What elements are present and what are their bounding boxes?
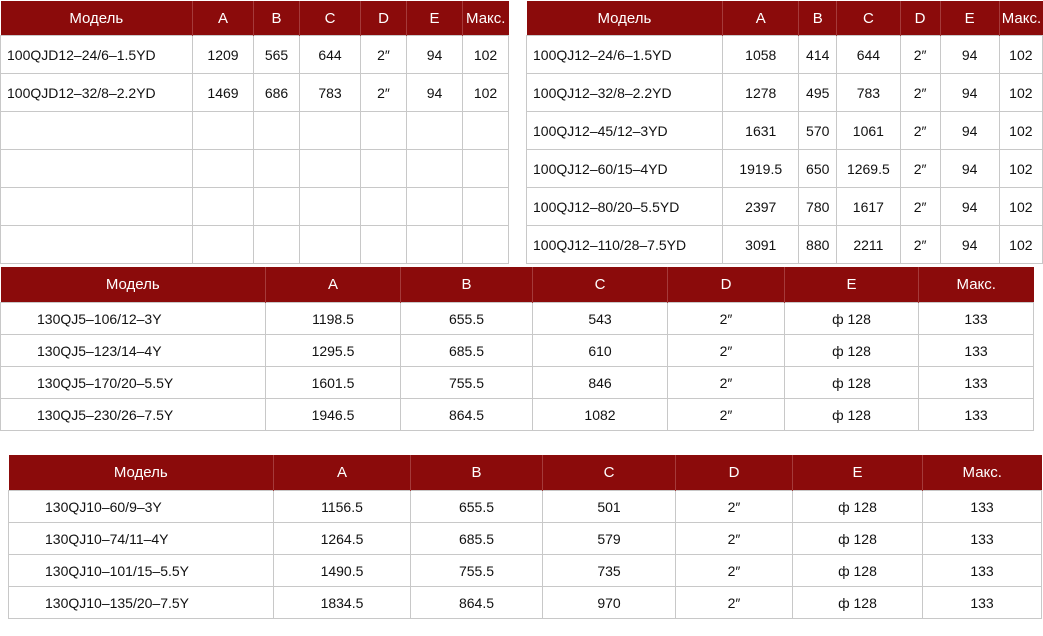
value-cell: [254, 226, 300, 264]
value-cell: 133: [919, 367, 1034, 399]
value-cell: ф 128: [785, 303, 919, 335]
value-cell: 94: [407, 36, 463, 74]
header-row: [1, 1, 509, 36]
table-row: [9, 587, 1042, 619]
column-header-a: A: [266, 267, 401, 303]
value-cell: [193, 226, 254, 264]
value-cell: [254, 188, 300, 226]
value-cell: 755.5: [401, 367, 533, 399]
model-cell: 100QJ12–80/20–5.5YD: [527, 188, 723, 226]
pump-spec-table-130qj10: [8, 455, 1042, 619]
value-cell: 94: [407, 74, 463, 112]
table-row: [1, 367, 1034, 399]
table-row: [1, 74, 509, 112]
model-cell: [1, 226, 193, 264]
value-cell: 685.5: [401, 335, 533, 367]
model-cell: 100QJ12–45/12–3YD: [527, 112, 723, 150]
value-cell: 2″: [900, 112, 940, 150]
value-cell: 1631: [723, 112, 799, 150]
value-cell: 783: [300, 74, 361, 112]
model-cell: 100QJ12–32/8–2.2YD: [527, 74, 723, 112]
value-cell: 579: [543, 523, 676, 555]
value-cell: [300, 112, 361, 150]
value-cell: 1617: [837, 188, 900, 226]
value-cell: 1156.5: [274, 491, 411, 523]
model-cell: 100QJD12–24/6–1.5YD: [1, 36, 193, 74]
value-cell: 94: [940, 188, 999, 226]
model-cell: 130QJ10–101/15–5.5Y: [9, 555, 274, 587]
table-row: [527, 188, 1043, 226]
model-cell: [1, 150, 193, 188]
value-cell: 655.5: [411, 491, 543, 523]
value-cell: 2″: [668, 399, 785, 431]
value-cell: [407, 150, 463, 188]
value-cell: 685.5: [411, 523, 543, 555]
table-row: [1, 150, 509, 188]
table-row: [527, 226, 1043, 264]
value-cell: 501: [543, 491, 676, 523]
pump-spec-table-100qjd12: [0, 1, 509, 264]
model-cell: 100QJD12–32/8–2.2YD: [1, 74, 193, 112]
column-header-макс: Макс.: [919, 267, 1034, 303]
value-cell: 102: [999, 112, 1042, 150]
value-cell: ф 128: [793, 587, 923, 619]
value-cell: 644: [837, 36, 900, 74]
column-header-d: D: [900, 1, 940, 36]
value-cell: 1295.5: [266, 335, 401, 367]
value-cell: 864.5: [401, 399, 533, 431]
table-row: [1, 112, 509, 150]
value-cell: 2″: [900, 74, 940, 112]
column-header-макс: Макс.: [463, 1, 509, 36]
column-header-c: C: [533, 267, 668, 303]
value-cell: 2″: [900, 150, 940, 188]
value-cell: 2″: [900, 188, 940, 226]
column-header-b: B: [411, 455, 543, 491]
value-cell: 1601.5: [266, 367, 401, 399]
value-cell: [407, 112, 463, 150]
value-cell: ф 128: [793, 491, 923, 523]
table-row: [1, 36, 509, 74]
model-cell: 130QJ5–230/26–7.5Y: [1, 399, 266, 431]
value-cell: 1209: [193, 36, 254, 74]
column-header-model: Модель: [9, 455, 274, 491]
column-header-a: A: [274, 455, 411, 491]
model-cell: 100QJ12–110/28–7.5YD: [527, 226, 723, 264]
table-row: [1, 226, 509, 264]
header-row: [1, 267, 1034, 303]
column-header-макс: Макс.: [999, 1, 1042, 36]
value-cell: [254, 150, 300, 188]
pump-spec-table-130qj5: [0, 267, 1034, 431]
value-cell: [361, 226, 407, 264]
value-cell: [193, 150, 254, 188]
value-cell: 644: [300, 36, 361, 74]
value-cell: 1264.5: [274, 523, 411, 555]
value-cell: 686: [254, 74, 300, 112]
value-cell: [254, 112, 300, 150]
value-cell: 2″: [361, 36, 407, 74]
column-header-b: B: [799, 1, 837, 36]
value-cell: 1490.5: [274, 555, 411, 587]
table-row: [9, 555, 1042, 587]
header-row: [9, 455, 1042, 491]
value-cell: 133: [923, 523, 1042, 555]
value-cell: [193, 188, 254, 226]
value-cell: [193, 112, 254, 150]
value-cell: 735: [543, 555, 676, 587]
value-cell: 970: [543, 587, 676, 619]
value-cell: 1058: [723, 36, 799, 74]
table-row: [1, 188, 509, 226]
table-row: [527, 74, 1043, 112]
value-cell: ф 128: [785, 335, 919, 367]
column-header-b: B: [254, 1, 300, 36]
value-cell: [463, 226, 509, 264]
value-cell: 94: [940, 74, 999, 112]
value-cell: 3091: [723, 226, 799, 264]
value-cell: 780: [799, 188, 837, 226]
value-cell: 864.5: [411, 587, 543, 619]
value-cell: 495: [799, 74, 837, 112]
value-cell: 94: [940, 112, 999, 150]
value-cell: 1946.5: [266, 399, 401, 431]
column-header-c: C: [543, 455, 676, 491]
value-cell: 543: [533, 303, 668, 335]
model-cell: 130QJ10–135/20–7.5Y: [9, 587, 274, 619]
value-cell: 2″: [900, 36, 940, 74]
value-cell: [463, 112, 509, 150]
table-row: [527, 36, 1043, 74]
value-cell: 2″: [676, 491, 793, 523]
value-cell: 102: [999, 150, 1042, 188]
model-cell: 130QJ5–106/12–3Y: [1, 303, 266, 335]
value-cell: 102: [999, 188, 1042, 226]
value-cell: 650: [799, 150, 837, 188]
column-header-e: E: [940, 1, 999, 36]
value-cell: 133: [923, 587, 1042, 619]
table-row: [1, 335, 1034, 367]
value-cell: 2″: [668, 367, 785, 399]
column-header-e: E: [785, 267, 919, 303]
value-cell: 2″: [676, 523, 793, 555]
column-header-d: D: [668, 267, 785, 303]
column-header-e: E: [793, 455, 923, 491]
value-cell: 102: [463, 36, 509, 74]
column-header-d: D: [676, 455, 793, 491]
value-cell: 570: [799, 112, 837, 150]
value-cell: ф 128: [785, 399, 919, 431]
value-cell: 1198.5: [266, 303, 401, 335]
model-cell: 130QJ5–123/14–4Y: [1, 335, 266, 367]
value-cell: 133: [919, 335, 1034, 367]
value-cell: ф 128: [793, 523, 923, 555]
value-cell: 94: [940, 36, 999, 74]
column-header-b: B: [401, 267, 533, 303]
column-header-model: Модель: [1, 1, 193, 36]
column-header-model: Модель: [1, 267, 266, 303]
value-cell: 2″: [361, 74, 407, 112]
value-cell: ф 128: [785, 367, 919, 399]
model-cell: [1, 188, 193, 226]
value-cell: 133: [923, 555, 1042, 587]
value-cell: 846: [533, 367, 668, 399]
value-cell: 880: [799, 226, 837, 264]
header-row: [527, 1, 1043, 36]
model-cell: 100QJ12–60/15–4YD: [527, 150, 723, 188]
value-cell: 1082: [533, 399, 668, 431]
value-cell: [407, 226, 463, 264]
value-cell: 1469: [193, 74, 254, 112]
value-cell: 2397: [723, 188, 799, 226]
value-cell: 102: [999, 36, 1042, 74]
value-cell: 2″: [668, 303, 785, 335]
value-cell: [463, 188, 509, 226]
value-cell: 610: [533, 335, 668, 367]
value-cell: 2″: [676, 587, 793, 619]
value-cell: 1269.5: [837, 150, 900, 188]
table-row: [9, 523, 1042, 555]
column-header-a: A: [193, 1, 254, 36]
value-cell: 414: [799, 36, 837, 74]
value-cell: 2″: [676, 555, 793, 587]
value-cell: 94: [940, 226, 999, 264]
value-cell: 133: [923, 491, 1042, 523]
table-row: [527, 150, 1043, 188]
table-row: [1, 399, 1034, 431]
model-cell: 130QJ10–74/11–4Y: [9, 523, 274, 555]
model-cell: [1, 112, 193, 150]
table-row: [527, 112, 1043, 150]
column-header-макс: Макс.: [923, 455, 1042, 491]
value-cell: 94: [940, 150, 999, 188]
value-cell: 2211: [837, 226, 900, 264]
model-cell: 100QJ12–24/6–1.5YD: [527, 36, 723, 74]
table-row: [1, 303, 1034, 335]
model-cell: 130QJ5–170/20–5.5Y: [1, 367, 266, 399]
value-cell: 2″: [900, 226, 940, 264]
value-cell: 102: [999, 74, 1042, 112]
value-cell: 1834.5: [274, 587, 411, 619]
value-cell: 133: [919, 303, 1034, 335]
column-header-e: E: [407, 1, 463, 36]
value-cell: [361, 112, 407, 150]
value-cell: 755.5: [411, 555, 543, 587]
value-cell: 1061: [837, 112, 900, 150]
value-cell: 783: [837, 74, 900, 112]
column-header-a: A: [723, 1, 799, 36]
value-cell: [407, 188, 463, 226]
value-cell: [361, 188, 407, 226]
model-cell: 130QJ10–60/9–3Y: [9, 491, 274, 523]
value-cell: 2″: [668, 335, 785, 367]
column-header-d: D: [361, 1, 407, 36]
pump-spec-table-100qj12: [526, 1, 1043, 264]
value-cell: 133: [919, 399, 1034, 431]
value-cell: 655.5: [401, 303, 533, 335]
value-cell: [300, 188, 361, 226]
value-cell: [463, 150, 509, 188]
value-cell: [300, 226, 361, 264]
table-row: [9, 491, 1042, 523]
column-header-c: C: [837, 1, 900, 36]
value-cell: 1278: [723, 74, 799, 112]
column-header-c: C: [300, 1, 361, 36]
value-cell: 565: [254, 36, 300, 74]
value-cell: ф 128: [793, 555, 923, 587]
column-header-model: Модель: [527, 1, 723, 36]
value-cell: 102: [463, 74, 509, 112]
value-cell: [361, 150, 407, 188]
value-cell: [300, 150, 361, 188]
value-cell: 1919.5: [723, 150, 799, 188]
value-cell: 102: [999, 226, 1042, 264]
